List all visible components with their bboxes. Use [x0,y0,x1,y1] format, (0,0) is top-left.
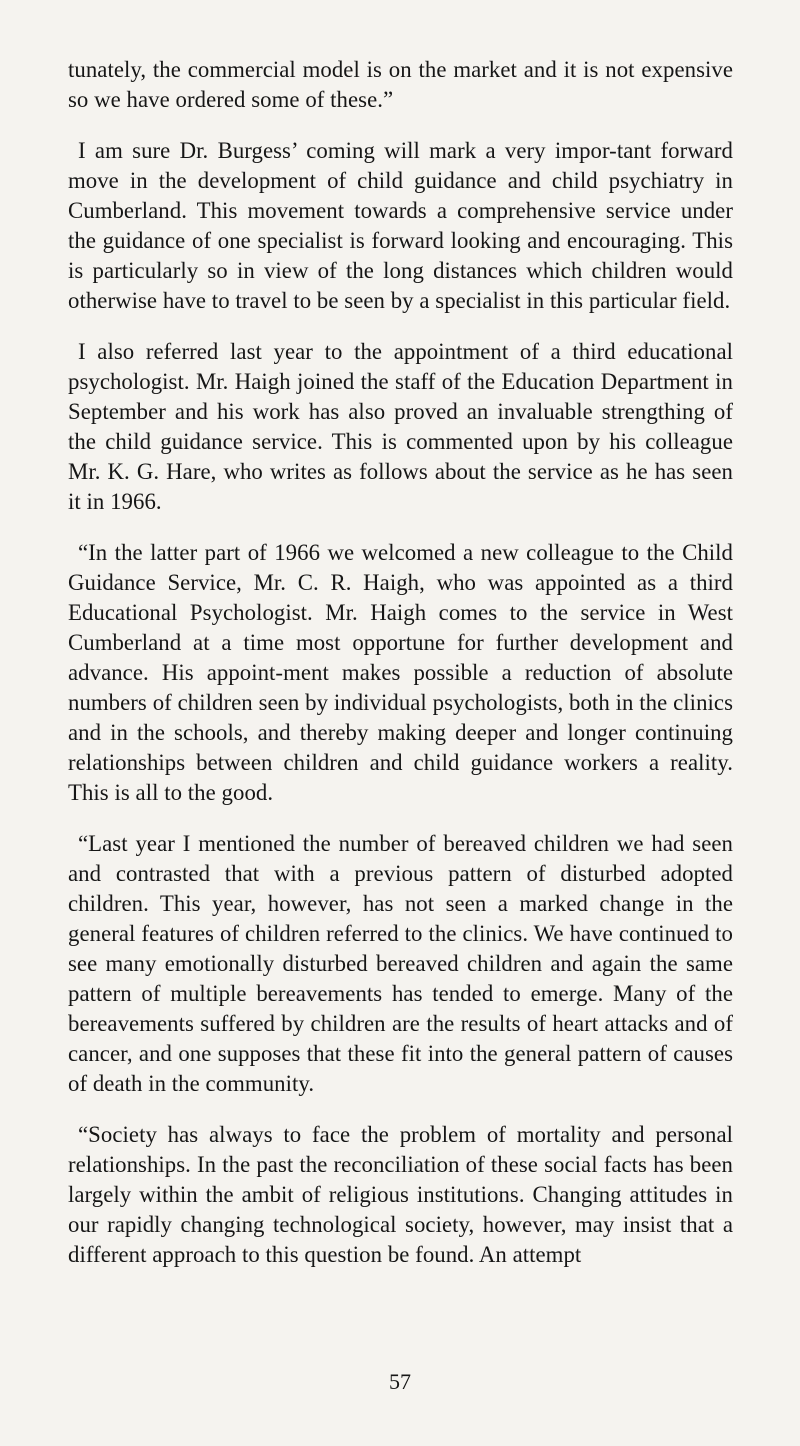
paragraph-third-psychologist: I also referred last year to the appointment of a third educational psychologist. Mr. Haigh joined the staff of the Education Department in September and his work has also proved an invaluable strengthing of the child guidance service. This is commented upon by his colleague Mr. K. G. Hare, who writes as follows about the service as he has seen it in 1966. [68,339,733,514]
paragraph-bereaved-children: “Last year I mentioned the number of bereaved children we had seen and contrasted that with a previous pattern of disturbed adopted children. This year, however, has not seen a marked change in the general features of children referred to the clinics. We have continued to see many emotionally disturbed bereaved children and again the same pattern of multiple bereavements has tended to emerge. Many of the bereavements suffered by children are the results of heart attacks and of cancer, and one supposes that these fit into the general pattern of causes of death in the community. [68,831,733,1096]
page-number: 57 [389,1369,411,1394]
paragraph-burgess: I am sure Dr. Burgess’ coming will mark a very impor-tant forward move in the development of child guidance and child psychiatry in Cumberland. This movement towards a comprehensive service under the guidance of one specialist is forward looking and encouraging. This is particularly so in view of the long distances which children would otherwise have to travel to be seen by a specialist in this particular field. [68,138,733,313]
body-text [68,55,733,1291]
paragraph-haigh-welcome: “In the latter part of 1966 we welcomed a new colleague to the Child Guidance Service, Mr. C. R. Haigh, who was appointed as a third Educational Psychologist. Mr. Haigh comes to the service in West Cumberland at a time most opportune for further development and advance. His appoint-ment makes possible a reduction of absolute numbers of children seen by individual psychologists, both in the clinics and in the schools, and thereby making deeper and longer continuing relationships between children and child guidance workers a reality. This is all to the good. [68,540,733,805]
paragraph-continuation: tunately, the commercial model is on the market and it is not expensive so we have ordered some of these.” [68,57,733,112]
paragraph-society-mortality: “Society has always to face the problem of mortality and personal relationships. In the past the reconciliation of these social facts has been largely within the ambit of religious institutions. Changing attitudes in our rapidly changing technological society, however, may insist that a different approach to this question be found. An attempt [68,1122,733,1267]
